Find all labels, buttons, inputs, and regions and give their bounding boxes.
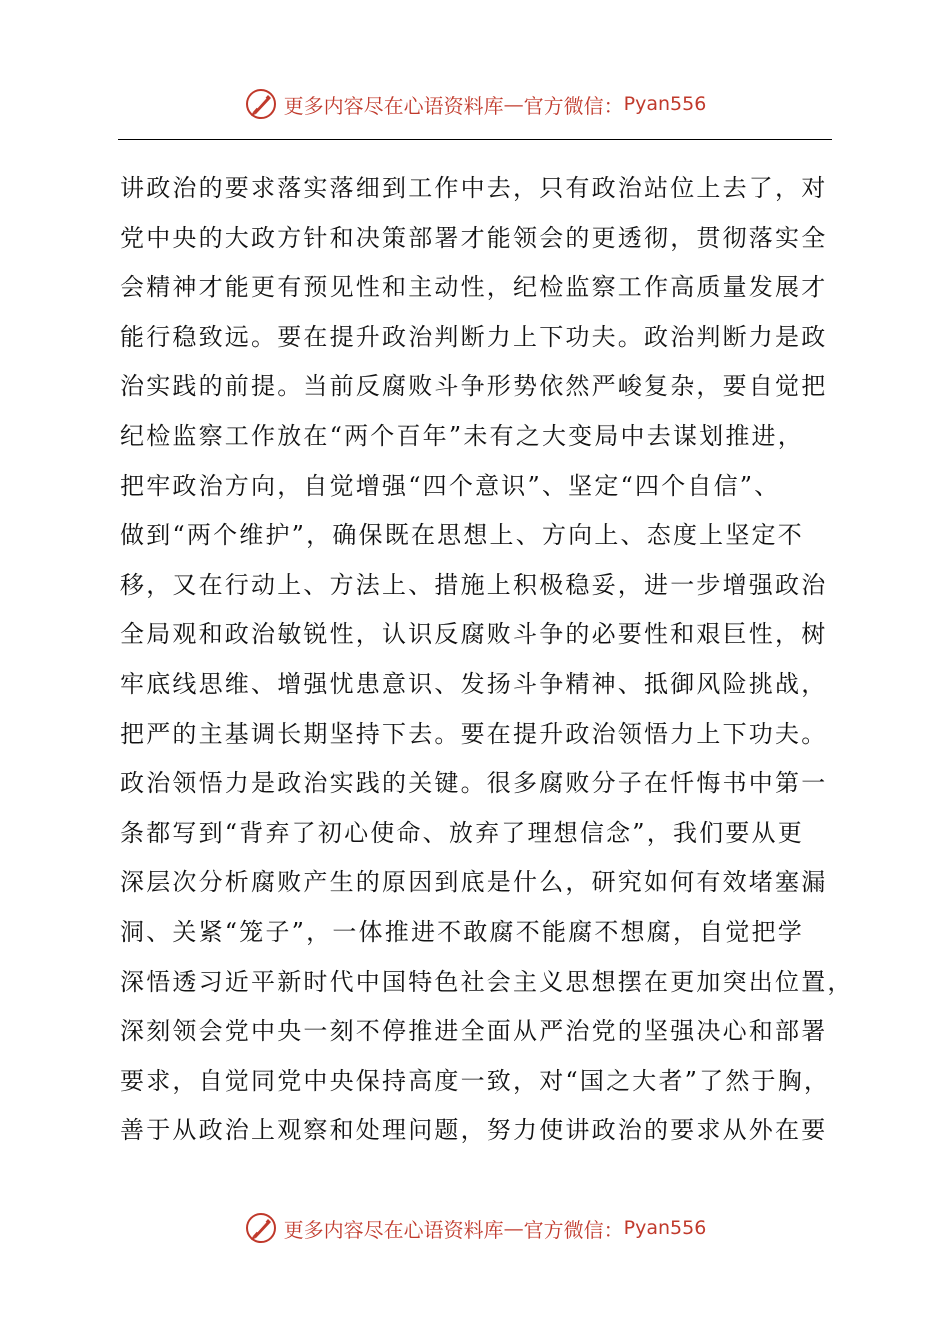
text-line: 要求，自觉同党中央保持高度一致，对“国之大者”了然于胸， <box>120 1066 831 1095</box>
wechat-id: Pyan556 <box>623 93 707 115</box>
text-line: 纪检监察工作放在“两个百年”未有之大变局中去谋划推进， <box>120 421 804 450</box>
text-line: 把严的主基调长期坚持下去。要在提升政治领悟力上下功夫。 <box>120 719 828 748</box>
wechat-id: Pyan556 <box>623 1217 707 1239</box>
text-line: 深层次分析腐败产生的原因到底是什么，研究如何有效堵塞漏 <box>120 868 828 897</box>
text-line: 党中央的大政方针和决策部署才能领会的更透彻，贯彻落实全 <box>120 223 828 252</box>
text-line: 条都写到“背弃了初心使命、放弃了理想信念”，我们要从更 <box>120 818 804 847</box>
text-line: 政治领悟力是政治实践的关键。很多腐败分子在忏悔书中第一 <box>120 769 828 798</box>
banner-text: 更多内容尽在心语资料库 <box>283 93 504 118</box>
wechat-label: 官方微信： <box>523 1217 624 1242</box>
text-line: 治实践的前提。当前反腐败斗争形势依然严峻复杂，要自觉把 <box>120 372 828 401</box>
banner-separator: — <box>503 1216 524 1240</box>
text-line: 把牢政治方向，自觉增强“四个意识”、坚定“四个自信”、 <box>120 471 781 500</box>
text-line: 深刻领会党中央一刻不停推进全面从严治党的坚强决心和部署 <box>120 1017 828 1046</box>
header-divider <box>118 139 832 140</box>
text-line: 会精神才能更有预见性和主动性，纪检监察工作高质量发展才 <box>120 273 828 302</box>
header-banner <box>0 84 950 124</box>
quill-pen-icon <box>244 1211 278 1245</box>
text-line: 牢底线思维、增强忧患意识、发扬斗争精神、抵御风险挑战， <box>120 669 828 698</box>
text-line: 移，又在行动上、方法上、措施上积极稳妥，进一步增强政治 <box>120 570 828 599</box>
text-line: 深悟透习近平新时代中国特色社会主义思想摆在更加突出位置， <box>120 967 854 996</box>
banner-separator: — <box>503 92 524 116</box>
text-line: 能行稳致远。要在提升政治判断力上下功夫。政治判断力是政 <box>120 322 828 351</box>
quill-pen-icon <box>244 87 278 121</box>
text-line: 全局观和政治敏锐性，认识反腐败斗争的必要性和艰巨性，树 <box>120 620 828 649</box>
text-line: 善于从政治上观察和处理问题，努力使讲政治的要求从外在要 <box>120 1116 828 1145</box>
text-line: 做到“两个维护”，确保既在思想上、方向上、态度上坚定不 <box>120 521 804 550</box>
wechat-label: 官方微信： <box>523 93 624 118</box>
footer-banner <box>0 1208 950 1248</box>
text-line: 讲政治的要求落实落细到工作中去，只有政治站位上去了，对 <box>120 174 828 202</box>
banner-text: 更多内容尽在心语资料库 <box>283 1217 504 1242</box>
text-line: 洞、关紧“笼子”，一体推进不敢腐不能腐不想腐，自觉把学 <box>120 917 804 946</box>
document-body <box>120 164 854 1156</box>
